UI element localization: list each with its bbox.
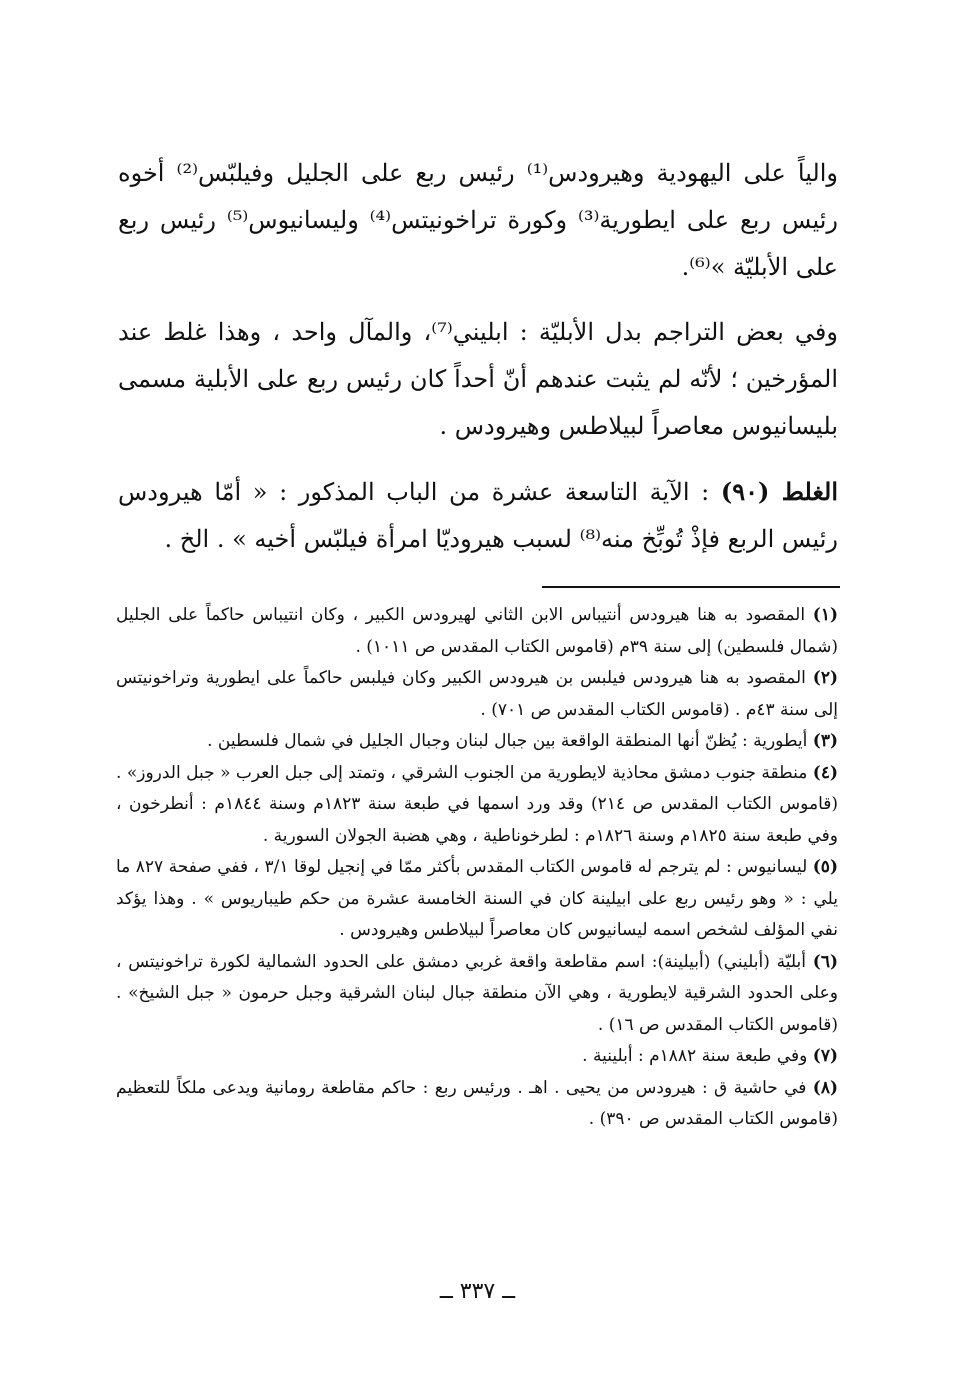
footnote bbox=[116, 1041, 838, 1073]
footnote-text: المقصود به هنا هيرودس أنتيباس الابن الثاني لهيرودس الكبير ، وكان انتيباس حاكماً على الجليل (شمال فلسطين) إلى سنة ٣٩م (قاموس الكتاب المقدس ص ١٠١١) . bbox=[116, 605, 838, 657]
footnote bbox=[116, 947, 838, 1042]
footnote-number: (١) bbox=[812, 605, 838, 625]
footnote bbox=[116, 600, 838, 663]
paragraph bbox=[118, 309, 838, 450]
footnote-text: المقصود به هنا هيرودس فيلبس بن هيرودس الكبير وكان فيلبس حاكماً على ايطورية وتراخونيتس إلى سنة ٤٣م . (قاموس الكتاب المقدس ص ٧٠١) . bbox=[116, 668, 838, 720]
footnote bbox=[116, 758, 838, 853]
footnote-text: وفي طبعة سنة ١٨٨٢م : أبلينية . bbox=[582, 1046, 813, 1066]
paragraph bbox=[118, 150, 838, 291]
page-number: ــ ٣٣٧ ــ bbox=[439, 1279, 516, 1304]
footnote-divider bbox=[542, 586, 840, 588]
footnote-number: (٥) bbox=[812, 857, 838, 877]
footnote-number: (٦) bbox=[812, 951, 838, 972]
paragraph bbox=[118, 468, 838, 563]
footnote-text: في حاشية ق : هيرودس من يحيى . اهـ . ورئيس ربع : حاكم مقاطعة رومانية ويدعى ملكاً للتعظيم (قاموس الكتاب المقدس ص ٣٩٠) . bbox=[116, 1077, 838, 1129]
footnote bbox=[116, 726, 838, 758]
footnote-number: (٢) bbox=[812, 668, 838, 688]
main-text-block bbox=[118, 150, 838, 581]
footnote-text: منطقة جنوب دمشق محاذية لايطورية من الجنوب الشرقي ، وتمتد إلى جبل العرب « جبل الدروز» . (قاموس الكتاب المقدس ص ٢١٤) وقد ورد اسمها في طبعة سنة ١٨٢٣م وسنة ١٨٤٤م : أنطرخون ، وفي طبعة سنة ١٨٢٥م وسنة ١٨٢٦م : لطرخوناطية ، وهي هضبة الجولان السورية . bbox=[116, 762, 839, 846]
footnote bbox=[116, 663, 838, 726]
footnote-text: أبليّة (أبليني) (أبيلينة): اسم مقاطعة واقعة غربي دمشق على الحدود الشمالية لكورة تراخونيتس ، وعلى الحدود الشرقية لايطورية ، وهي الآن منطقة جبال لبنان الشرقية وجبل حرمون « جبل الشيخ» . (قاموس الكتاب المقدس ص ١٦) . bbox=[116, 951, 838, 1035]
footnote-number: (٨) bbox=[812, 1077, 838, 1098]
footnote-number: (٧) bbox=[812, 1046, 838, 1066]
footnote-text: ليسانيوس : لم يترجم له قاموس الكتاب المقدس بأكثر ممّا في إنجيل لوقا ٣/١ ، ففي صفحة ٨٢٧ ما يلي : « وهو رئيس ربع على ابيلينة كان في السنة الخامسة عشرة من حكم طيباريوس » . وهذا يؤكد نفي المؤلف لشخص اسمه ليسانيوس كان معاصراً لبيلاطس وهيرودس . bbox=[116, 857, 838, 940]
paragraph-text: : الآية التاسعة عشرة من الباب المذكور : « أمّا هيرودس رئيس الربع فإذْ تُوبِّخ منه⁽⁸⁾ لسبب هيروديّا امرأة فيلبّس أخيه » . الخ . bbox=[118, 478, 838, 553]
footnote-number: (٤) bbox=[812, 762, 838, 783]
footnote-text: أيطورية : يُظنّ أنها المنطقة الواقعة بين جبال لبنان وجبال الجليل في شمال فلسطين . bbox=[207, 731, 813, 751]
paragraph-text: والياً على اليهودية وهيرودس⁽¹⁾ رئيس ربع على الجليل وفيلبّس⁽²⁾ أخوه رئيس ربع على ايطورية⁽³⁾ وكورة تراخونيتس⁽⁴⁾ وليسانيوس⁽⁵⁾ رئيس ربع على الأبليّة »⁽⁶⁾. bbox=[118, 159, 839, 281]
footnote bbox=[116, 1073, 838, 1136]
paragraph-text: وفي بعض التراجم بدل الأبليّة : ابليني⁽⁷⁾، والمآل واحد ، وهذا غلط عند المؤرخين ؛ لأنّه لم يثبت عندهم أنّ أحداً كان رئيس ربع على الأبلية مسمى بليسانيوس معاصراً لبيلاطس وهيرودس . bbox=[118, 318, 838, 440]
footnote bbox=[116, 852, 838, 947]
section-heading: الغلط (٩٠) bbox=[720, 477, 839, 506]
footnote-number: (٣) bbox=[812, 731, 838, 751]
footnotes-block bbox=[116, 600, 838, 1136]
